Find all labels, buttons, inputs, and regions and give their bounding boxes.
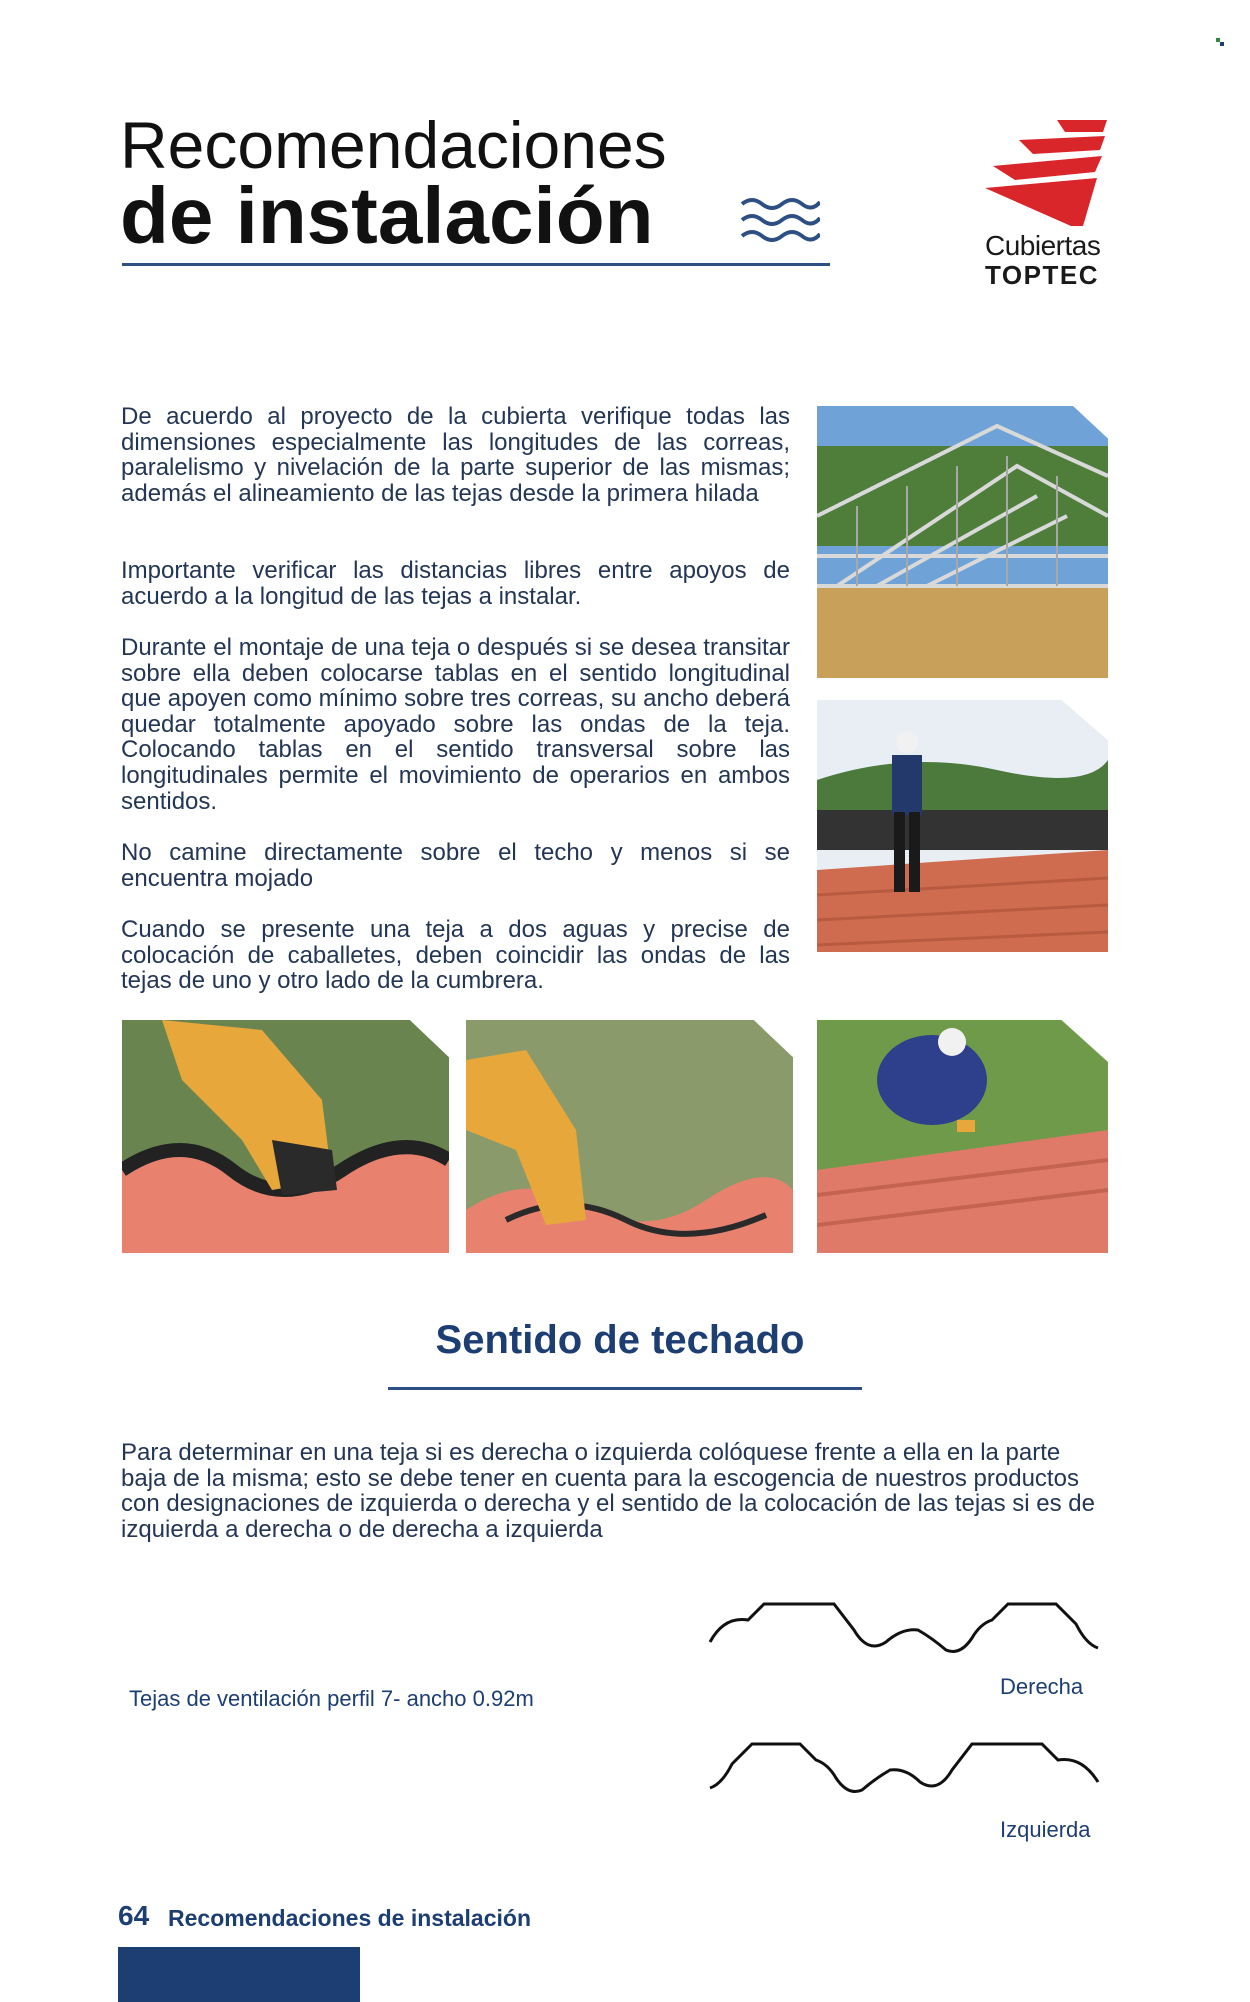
paragraph-roofing-direction: Para determinar en una teja si es derecha o izquierda colóquese frente a ella en la parte baja de la misma; esto se debe tener en cuenta para la escogencia de nuestros productos con designaciones de izquierda o derecha y el sentido de la colocación de las tejas si es de izquierda a derecha o de derecha a izquierda: [121, 1439, 1095, 1543]
section-title: Sentido de techado: [435, 1318, 805, 1362]
title-line1: Recomendaciones: [120, 108, 667, 182]
corner-mark-icon: [1216, 38, 1224, 46]
profile-left-icon: [706, 1740, 1106, 1798]
photo-gloves-sealing: [466, 1020, 793, 1253]
waves-icon: [740, 194, 820, 248]
logo-text-toptec: TOPTEC: [985, 260, 1099, 290]
section-rule: [388, 1387, 862, 1390]
footer-bar: [118, 1947, 360, 2002]
paragraph-ridge: Cuando se presente una teja a dos aguas y precise de colocación de caballetes, deben coincidir las ondas de las tejas de uno y otro lado de la cumbrera.: [121, 916, 790, 995]
logo-mark-icon: [985, 118, 1110, 228]
title-rule: [122, 263, 830, 266]
logo-text-cubiertas: Cubiertas: [985, 230, 1101, 261]
paragraph-verify-dimensions: De acuerdo al proyecto de la cubierta verifique todas las dimensiones especialmente las longitudes de las correas, paralelismo y nivelación de la parte superior de las mismas; además el alineamiento de las tejas desde la primera hilada: [121, 403, 790, 507]
photo-steel-frame: [817, 406, 1108, 678]
paragraph-boards: Durante el montaje de una teja o después si se desea transitar sobre ella deben colocarse tablas en el sentido longitudinal que apoyen como mínimo sobre tres correas, su ancho deberá quedar totalmente apoyado sobre las ondas de la teja. Colocando tablas en el sentido transversal sobre las longitudinales permite el movimiento de operarios en ambos sentidos.: [121, 634, 790, 815]
label-right: Derecha: [1000, 1674, 1084, 1699]
title-line2: de instalación: [120, 171, 654, 260]
product-label: Tejas de ventilación perfil 7- ancho 0.92m: [129, 1686, 534, 1711]
label-left: Izquierda: [1000, 1817, 1091, 1842]
page-number: 64: [118, 1900, 150, 1931]
company-logo: [985, 118, 1110, 288]
paragraph-do-not-walk: No camine directamente sobre el techo y menos si se encuentra mojado: [121, 839, 790, 892]
profile-right-icon: [706, 1600, 1106, 1658]
footer-title: Recomendaciones de instalación: [168, 1905, 532, 1931]
photo-worker-standing: [817, 700, 1108, 952]
photo-worker-crouching: [817, 1020, 1108, 1253]
photo-gloves-cap: [122, 1020, 449, 1253]
paragraph-support-distance: Importante verificar las distancias libres entre apoyos de acuerdo a la longitud de las tejas a instalar.: [121, 557, 790, 610]
